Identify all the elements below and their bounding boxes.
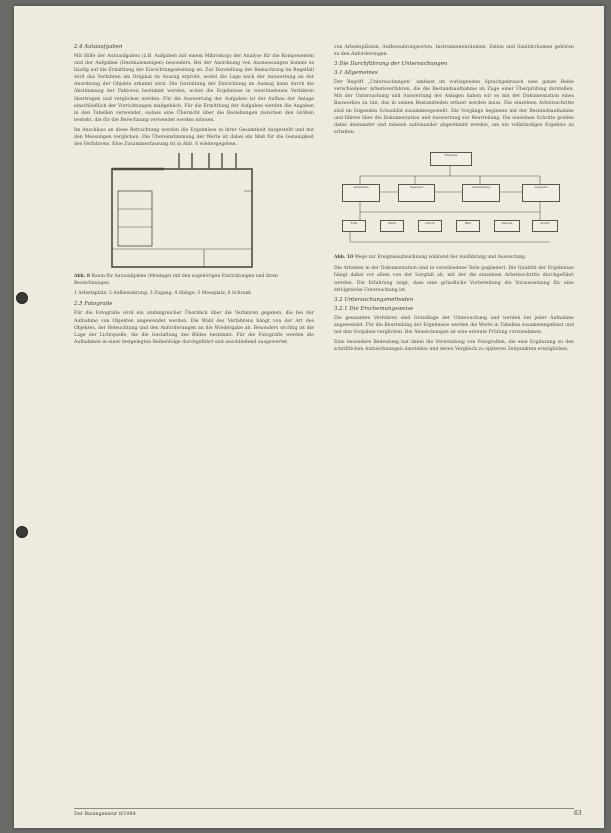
diagram-small-box: Film — [342, 220, 366, 232]
figure-caption-text: Wege zur Ereignisaufzeichnung während der Ausführung und Auswertung — [354, 254, 526, 260]
body-paragraph: Mit Hilfe der Autoaufgaben (z.B. Aufgaben mit einem Mikroskop) der Analyse für die Komponenten und der Aufgaben (Dezimalenzeigen) besonders. Bei der Anordnung von Ausmessungen kommt es häufig auf die Ermittlung der Einrichtungsstellung an. Zur Darstellung der Beleuchtung im Regelfall wird das Verfahren am Original im Auszug erprobt, wobei die Lage nach der Auswertung an der Anordnung der Objekte erkannt wird. Die Gestaltung der Einrichtung im Auszug kann durch die Abstimmung der Faktoren bestimmt werden, wobei die Ergebnisse in verschiedenen Verfahren übertragen und verglichen werden. Für die Auswertung der Aufgaben ist der Aufbau der Anlage einschließlich der Vorrichtungen maßgeblich. Für die Ermittlung der Aufgaben werden die Angaben in den Tabellen verwendet, sodass eine Übersicht über die Beziehungen zwischen den Größen besteht, die für die Berechnung verwendet werden müssen. — [74, 54, 314, 123]
floor-plan-drawing — [104, 151, 284, 271]
page-number: 63 — [574, 810, 582, 817]
section-heading: 3.2 Untersuchungsmethoden — [334, 296, 414, 303]
diagram-small-box: Archiv — [532, 220, 558, 232]
figure-caption — [334, 255, 574, 261]
diagram-box: Aufnahme — [342, 184, 380, 202]
body-paragraph: Eine besondere Bedeutung hat dabei die Verwendung von Fotografien, die eine Ergänzung zu den schriftlichen Aufzeichnungen darstellen und deren Vergleich zu späteren Zeitpunkten ermöglichen. — [334, 340, 574, 353]
punch-hole — [16, 526, 28, 538]
body-paragraph: Im Anschluss an diese Betrachtung werden die Ergebnisse in ihrer Gesamtheit dargestellt und mit den Messungen verglichen. Die Übereinstimmung der Werte ist dabei ein Maß für die Genauigkeit des Verfahrens. Eine Zusammenfassung ist in Abb. 8 wiedergegeben. — [74, 127, 314, 148]
diagram-box: Auswertung — [462, 184, 500, 202]
punch-hole — [16, 292, 28, 304]
section-heading: 2.4 Autoaufgaben — [74, 44, 123, 50]
right-column — [334, 44, 574, 356]
figure-caption-text: Raum für Autoaufgaben (Montage) mit den zugehörigen Einrichtungen und ihren Bezeichnungen — [74, 274, 278, 286]
diagram-box: Ausgabe — [522, 184, 560, 202]
figure-caption-legend: 1 Arbeitsplatz; 2 Aufbewahrung; 3 Zugang; 4 Ablage; 5 Messplatz; 6 Schrank — [74, 291, 251, 297]
body-paragraph: Der Begriff „Untersuchungen“ umfasst im vorliegenden Sprachgebrauch eine ganze Reihe verschiedener Arbeitsverfahren, die die Bestandsaufnahme im Zuge einer Überprüfung darstellen. Mit der Untersuchung und Auswertung der Anlagen haben wir es mit der Dokumentation eines Bauwerkes zu tun, das in seinen Bestandteilen erfasst werden muss. Die einzelnen Arbeitsschritte sind im folgenden Schaubild zusammengestellt. Die Vorgänge beginnen mit der Bestandsaufnahme und führen über die Dokumentation und Auswertung zur Beurteilung. Die einzelnen Schritte greifen dabei ineinander und müssen aufeinander abgestimmt werden, um ein vollständiges Ergebnis zu erhalten. — [334, 80, 574, 135]
footer-rule — [74, 808, 574, 809]
left-column — [74, 44, 314, 349]
body-paragraph: Die genannten Verfahren sind Grundlage der Untersuchung und werden bei jeder Aufnahme angewendet. Für die Beurteilung der Ergebnisse werden die Werte in Tabellen zusammengefasst und mit den Vorgaben verglichen. Bei Abweichungen ist eine erneute Prüfung vorzunehmen. — [334, 315, 574, 335]
block-diagram — [340, 142, 560, 252]
body-paragraph: von Arbeitsplätzen, Aufbewahrungsorten, Instrumentenräumen, Zellen und Sanitärräumen gehören zu den Anforderungen. — [334, 45, 574, 58]
diagram-small-box: Bild — [456, 220, 480, 232]
figure-caption — [74, 274, 314, 287]
subsection-heading: 3.1 Allgemeines — [334, 70, 378, 77]
diagram-box: Speicher — [398, 184, 435, 202]
figure-caption-label: Abb. 8 — [74, 274, 91, 280]
document-page — [14, 6, 604, 828]
diagram-top-box: Ereignis — [430, 152, 472, 166]
body-paragraph: Die Arbeiten in der Dokumentation sind in verschiedene Teile gegliedert. Die Qualität der Ergebnisse hängt dabei vor allem von der Sorgfalt ab, mit der die einzelnen Arbeitsschritte durchgeführt werden. Die Erfahrung zeigt, dass eine gründliche Vorbereitung die Voraussetzung für eine erfolgreiche Untersuchung ist. — [334, 266, 574, 293]
floor-plan-figure — [104, 151, 284, 271]
journal-footer: Der Bauingenieur 8/1984 — [74, 812, 136, 817]
diagram-small-box: Druck — [418, 220, 442, 232]
section-heading: 3 Die Durchführung der Untersuchungen — [334, 61, 448, 68]
figure-caption-label: Abb. 10 — [334, 254, 354, 260]
body-paragraph: Für die Fotografie wird ein umfangreicher Überblick über die Verfahren gegeben, die bei der Aufnahme von Objekten angewendet werden. Die Wahl des Verfahrens hängt von der Art des Objektes, der Beleuchtung und den Anforderungen an die Wiedergabe ab. Besonders wichtig ist die Lage der Lichtquelle, die die Gestaltung des Bildes bestimmt. Für die Fotografie werden die Aufnahmen in einer festgelegten Reihenfolge durchgeführt und anschließend ausgewertet. — [74, 311, 314, 345]
section-heading: 2.5 Fotografie — [74, 301, 113, 308]
diagram-small-box: Band — [380, 220, 404, 232]
subsection-heading: 3.2.1 Die Erscheinungsweise — [334, 305, 414, 312]
diagram-small-box: Tabelle — [494, 220, 520, 232]
